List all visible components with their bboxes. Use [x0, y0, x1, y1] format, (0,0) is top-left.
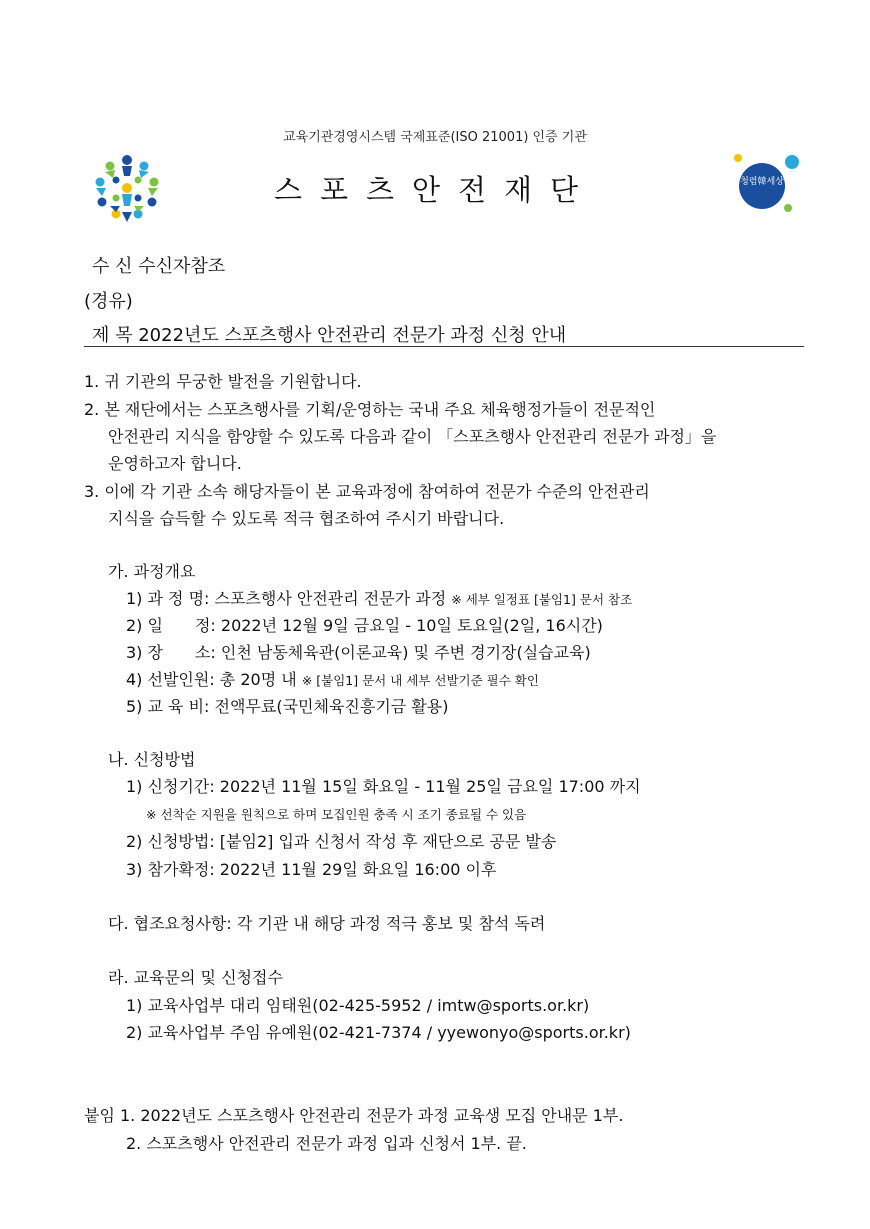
section-ga-item-4-note: ※ [붙임1] 문서 내 세부 선발기준 필수 확인 — [301, 673, 539, 688]
section-na-item-2: 2) 신청방법: [붙임2] 입과 신청서 작성 후 재단으로 공문 발송 — [126, 832, 557, 851]
section-na-title: 나. 신청방법 — [108, 750, 196, 769]
attachment-1: 붙임 1. 2022년도 스포츠행사 안전관리 전문가 과정 교육생 모집 안내문 1부. — [84, 1106, 624, 1125]
section-ra-item-2: 2) 교육사업부 주임 유예원(02-421-7374 / yyewonyo@sports.or.kr) — [126, 1023, 631, 1042]
section-ga-item-1: 1) 과 정 명: 스포츠행사 안전관리 전문가 과정 ※ 세부 일정표 [붙임1] 문서 참조 — [126, 589, 633, 608]
paragraph-2-line-1: 2. 본 재단에서는 스포츠행사를 기획/운영하는 국내 주요 체육행정가들이 전문적인 — [84, 400, 656, 419]
paragraph-1: 1. 귀 기관의 무궁한 발전을 기원합니다. — [84, 372, 362, 391]
section-da-title: 다. 협조요청사항: 각 기관 내 해당 과정 적극 홍보 및 참석 독려 — [108, 914, 546, 933]
paragraph-3-line-2: 지식을 습득할 수 있도록 적극 협조하여 주시기 바랍니다. — [108, 509, 505, 528]
section-na-item-1-note: ※ 선착순 지원을 원칙으로 하며 모집인원 충족 시 조기 종료될 수 있음 — [146, 807, 527, 822]
section-ga-item-3: 3) 장 소: 인천 남동체육관(이론교육) 및 주변 경기장(실습교육) — [126, 643, 591, 662]
subject-divider — [84, 346, 804, 347]
integrity-logo-icon — [730, 150, 802, 222]
certification-text: 교육기관경영시스템 국제표준(ISO 21001) 인증 기관 — [283, 130, 587, 145]
section-na-item-3: 3) 참가확정: 2022년 11월 29일 화요일 16:00 이후 — [126, 860, 497, 879]
paragraph-3-line-1: 3. 이에 각 기관 소속 해당자들이 본 교육과정에 참여하여 전문가 수준의 안전관리 — [84, 482, 650, 501]
organization-name: 스포츠안전재단 — [273, 173, 597, 207]
section-ga-item-5: 5) 교 육 비: 전액무료(국민체육진흥기금 활용) — [126, 697, 449, 716]
recipient-line: 수 신 수신자참조 — [92, 256, 226, 277]
section-ga-item-1-note: ※ 세부 일정표 [붙임1] 문서 참조 — [451, 592, 633, 607]
paragraph-2-line-2: 안전관리 지식을 함양할 수 있도록 다음과 같이 「스포츠행사 안전관리 전문가 과정」을 — [108, 427, 717, 446]
section-ra-title: 라. 교육문의 및 신청접수 — [108, 968, 283, 987]
section-na-item-1: 1) 신청기간: 2022년 11월 15일 화요일 - 11월 25일 금요일 17:00 까지 — [126, 777, 641, 796]
subject-line: 제 목 2022년도 스포츠행사 안전관리 전문가 과정 신청 안내 — [92, 325, 567, 346]
paragraph-2-line-3: 운영하고자 합니다. — [108, 454, 242, 473]
integrity-logo-text: 청렴韓세상 — [740, 177, 784, 187]
section-ga-title: 가. 과정개요 — [108, 562, 196, 581]
via-line: (경유) — [84, 291, 133, 312]
section-ga-item-2: 2) 일 정: 2022년 12월 9일 금요일 - 10일 토요일(2일, 16시간) — [126, 616, 603, 635]
section-ga-item-4: 4) 선발인원: 총 20명 내 ※ [붙임1] 문서 내 세부 선발기준 필수 확인 — [126, 670, 539, 689]
section-ra-item-1: 1) 교육사업부 대리 임태원(02-425-5952 / imtw@sports.or.kr) — [126, 996, 590, 1015]
attachment-2: 2. 스포츠행사 안전관리 전문가 과정 입과 신청서 1부. 끝. — [126, 1134, 527, 1153]
